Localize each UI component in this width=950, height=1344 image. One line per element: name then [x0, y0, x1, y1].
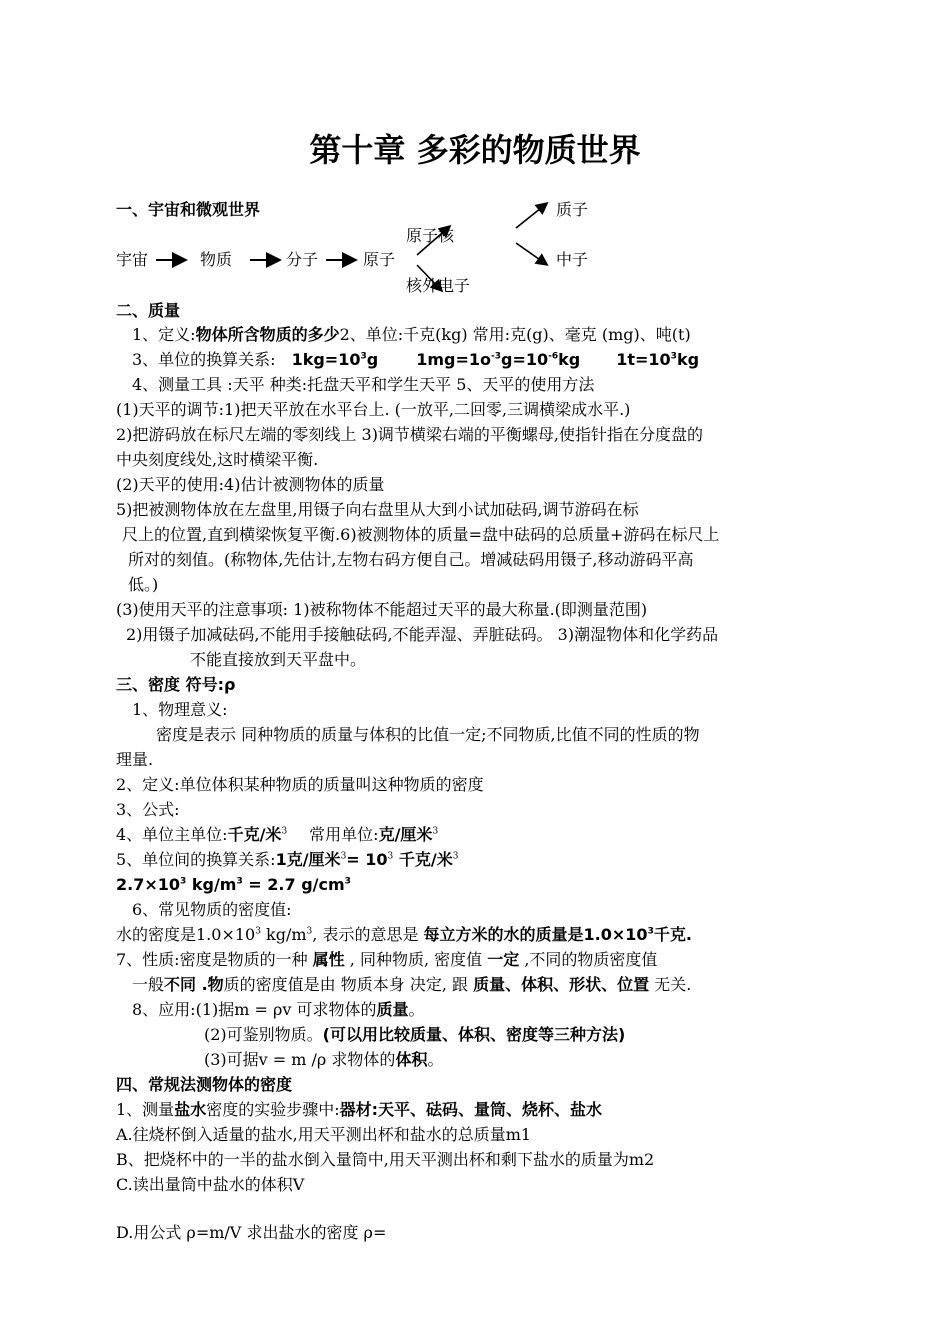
node-matter: 物质	[200, 250, 233, 269]
node-electron: 核外电子	[406, 276, 471, 295]
density-property-line: 7、性质:密度是物质的一种 属性 , 同种物质, 密度值 一定 ,不同的物质密度值	[116, 950, 658, 969]
density-meaning-text: 密度是表示 同种物质的质量与体积的比值一定;不同物质,比值不同的性质的物	[156, 725, 700, 744]
water-density-line: 水的密度是$1.0\times 10^3$ $kg/m^3$, 表示的意思是 每立方米的水的质量是$1.0\times 10^3$千克.	[116, 925, 692, 944]
balance-notes-line: (3)使用天平的注意事项: 1)被称物体不能超过天平的最大称量.(即测量范围)	[116, 600, 648, 619]
density-formula-label: 3、公式:	[116, 800, 180, 819]
experiment-step-c: C.读出量筒中盐水的体积V	[116, 1175, 305, 1194]
page-title: 第十章 多彩的物质世界	[309, 131, 641, 169]
density-application-2: (2)可鉴别物质。(可以用比较质量、体积、密度等三种方法)	[204, 1025, 626, 1044]
density-conversion-line: 5、单位间的换算关系:1克/厘米$^3= 10^3$ 千克/米$^3$	[116, 850, 459, 869]
density-application-3: (3)可据v = m /ρ 求物体的体积。	[204, 1050, 444, 1069]
density-meaning-text-2: 理量.	[116, 750, 154, 769]
balance-notes-line-2: 2)用镊子加减砝码,不能用手接触砝码,不能弄湿、弄脏砝码。 3)潮湿物体和化学药品	[126, 625, 719, 644]
density-conversion-example: $2.7\times 10^3$ $kg/m^3 = 2.7$ $g/cm^3$	[116, 875, 351, 894]
balance-notes-line-3: 不能直接放到天平盘中。	[190, 650, 367, 669]
section-2-heading: 二、质量	[116, 301, 181, 320]
node-proton: 质子	[556, 200, 589, 219]
balance-use-line-4: 所对的刻值。(称物体,先估计,左物右码方便自己。增减砝码用镊子,移动游码平高	[128, 550, 694, 569]
node-nucleus: 原子核	[406, 226, 455, 245]
balance-adjust-line-2: 2)把游码放在标尺左端的零刻线上 3)调节横梁右端的平衡螺母,使指针指在分度盘的	[116, 425, 704, 444]
density-units-line: 4、单位主单位:千克/米$^3$ 常用单位:克/厘米$^3$	[116, 825, 439, 844]
experiment-step-d: D.用公式 ρ=m/V 求出盐水的密度 ρ=	[116, 1223, 387, 1242]
density-application-1: 8、应用:(1)据m = ρv 可求物体的质量。	[132, 1000, 425, 1019]
arrow-nucleus-proton	[516, 204, 546, 228]
node-universe: 宇宙	[116, 250, 149, 269]
balance-use-line: (2)天平的使用:4)估计被测物体的质量	[116, 475, 385, 494]
balance-use-line-2: 5)把被测物体放在左盘里,用镊子向右盘里从大到小试加砝码,调节游码在标	[116, 500, 639, 519]
mass-tools-line: 4、测量工具 :天平 种类:托盘天平和学生天平 5、天平的使用方法	[132, 375, 595, 394]
mass-conversion-line: 3、单位的换算关系: $1kg=10^3g$ $1mg=1o^{-3}g=10^{-6}kg$ $1t=10^3kg$	[132, 350, 700, 369]
node-molecule: 分子	[286, 250, 319, 269]
balance-adjust-line-3: 中央刻度线处,这时横梁平衡.	[116, 450, 319, 469]
experiment-step-b: B、把烧杯中的一半的盐水倒入量筒中,用天平测出杯和剩下盐水的质量为m2	[116, 1150, 655, 1169]
common-density-label: 6、常见物质的密度值:	[132, 900, 292, 919]
density-meaning-label: 1、物理意义:	[132, 700, 228, 719]
node-neutron: 中子	[556, 250, 589, 269]
section-1-heading: 一、宇宙和微观世界	[116, 200, 261, 219]
density-property-line-2: 一般不同 .物质的密度值是由 物质本身 决定, 跟 质量、体积、形状、位置 无关.	[132, 975, 692, 994]
balance-use-line-5: 低。)	[128, 575, 159, 594]
balance-adjust-line: (1)天平的调节:1)把天平放在水平台上. (一放平,二回零,三调横梁成水平.)	[116, 400, 631, 419]
arrow-nucleus-neutron	[516, 243, 546, 264]
section-3-heading: 三、密度 符号:ρ	[116, 675, 236, 694]
experiment-step-a: A.往烧杯倒入适量的盐水,用天平测出杯和盐水的总质量m1	[116, 1125, 532, 1144]
balance-use-line-3: 尺上的位置,直到横梁恢复平衡.6)被测物体的质量=盘中砝码的总质量+游码在标尺上	[122, 525, 720, 544]
experiment-intro: 1、测量盐水密度的实验步骤中:器材:天平、砝码、量筒、烧杯、盐水	[116, 1100, 603, 1119]
section-4-heading: 四、常规法测物体的密度	[116, 1075, 293, 1094]
mass-definition-line: 1、定义:物体所含物质的多少2、单位:千克(kg) 常用:克(g)、毫克 (mg)、吨(t)	[132, 325, 691, 344]
density-definition: 2、定义:单位体积某种物质的质量叫这种物质的密度	[116, 775, 484, 794]
node-atom: 原子	[363, 250, 396, 269]
